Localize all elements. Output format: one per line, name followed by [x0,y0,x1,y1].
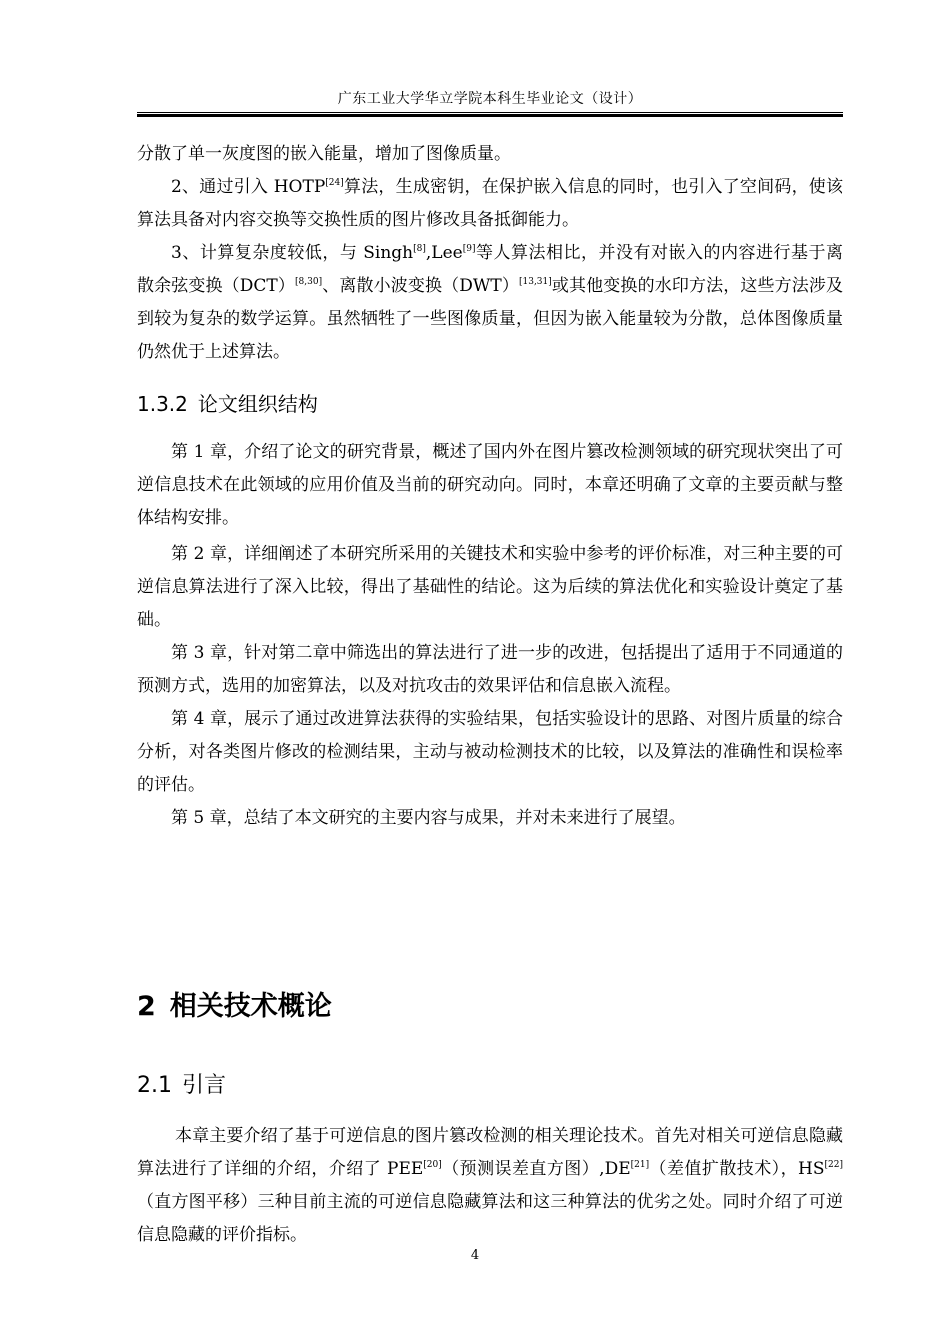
citation: [24] [325,178,344,188]
section-heading-1-3-2: 1.3.2 论文组织结构 [137,392,318,416]
paragraph-point-2: 2、通过引入 HOTP[24]算法，生成密钥，在保护嵌入信息的同时，也引入了空间码，使该算法具备对内容交换等交换性质的图片修改具备抵御能力。 [137,177,844,230]
citation: [13,31] [518,277,552,287]
header-rule-thin [137,112,843,113]
header-rule-thick [137,114,843,117]
paragraph-chapter-2: 第 2 章，详细阐述了本研究所采用的关键技术和实验中参考的评价标准，对三种主要的可逆信息算法进行了深入比较，得出了基础性的结论。这为后续的算法优化和实验设计奠定了基础。 [137,544,843,630]
section-heading-2-1: 2.1 引言 [137,1073,227,1098]
paragraph-chapter-3: 第 3 章，针对第二章中筛选出的算法进行了进一步的改进，包括提出了适用于不同通道的预测方式，选用的加密算法，以及对抗攻击的效果评估和信息嵌入流程。 [137,643,843,696]
page-number: 4 [470,1248,480,1263]
citation: [20] [423,1160,442,1170]
citation: [9] [462,244,476,254]
paragraph-chapter-1: 第 1 章，介绍了论文的研究背景，概述了国内外在图片篡改检测领域的研究现状突出了可逆信息技术在此领域的应用价值及当前的研究动向。同时，本章还明确了文章的主要贡献与整体结构安排。 [137,442,843,528]
running-header: 广东工业大学华立学院本科生毕业论文（设计） [337,91,643,107]
paragraph-point-3: 3、计算复杂度较低，与 Singh[8],Lee[9]等人算法相比，并没有对嵌入的内容进行基于离散余弦变换（DCT）[8,30]、离散小波变换（DWT）[13,31]或其他变换的水印方法，这些方法涉及到较为复杂的数学运算。虽然牺牲了一些图像质量，但因为嵌入能量较为分散，总体图像质量仍然优于上述算法。 [137,243,844,362]
paragraph-chapter-4: 第 4 章，展示了通过改进算法获得的实验结果，包括实验设计的思路、对图片质量的综合分析，对各类图片修改的检测结果，主动与被动检测技术的比较，以及算法的准确性和误检率的评估。 [137,709,843,795]
citation: [21] [630,1160,650,1170]
paragraph-continued: 分散了单一灰度图的嵌入能量，增加了图像质量。 [137,144,511,164]
citation: [8,30] [295,277,323,287]
chapter-heading-2: 2 相关技术概论 [137,991,332,1022]
citation: [8] [413,244,426,254]
paragraph-introduction: 本章主要介绍了基于可逆信息的图片篡改检测的相关理论技术。首先对相关可逆信息隐藏算法进行了详细的介绍，介绍了 PEE[20]（预测误差直方图）,DE[21]（差值扩散技术），HS[22]（直方图平移）三种目前主流的可逆信息隐藏算法和这三种算法的优劣之处。同时介绍了可逆信息隐藏的评价指标。 [137,1126,843,1245]
paragraph-chapter-5: 第 5 章，总结了本文研究的主要内容与成果，并对未来进行了展望。 [171,808,686,828]
citation: [22] [824,1160,843,1170]
